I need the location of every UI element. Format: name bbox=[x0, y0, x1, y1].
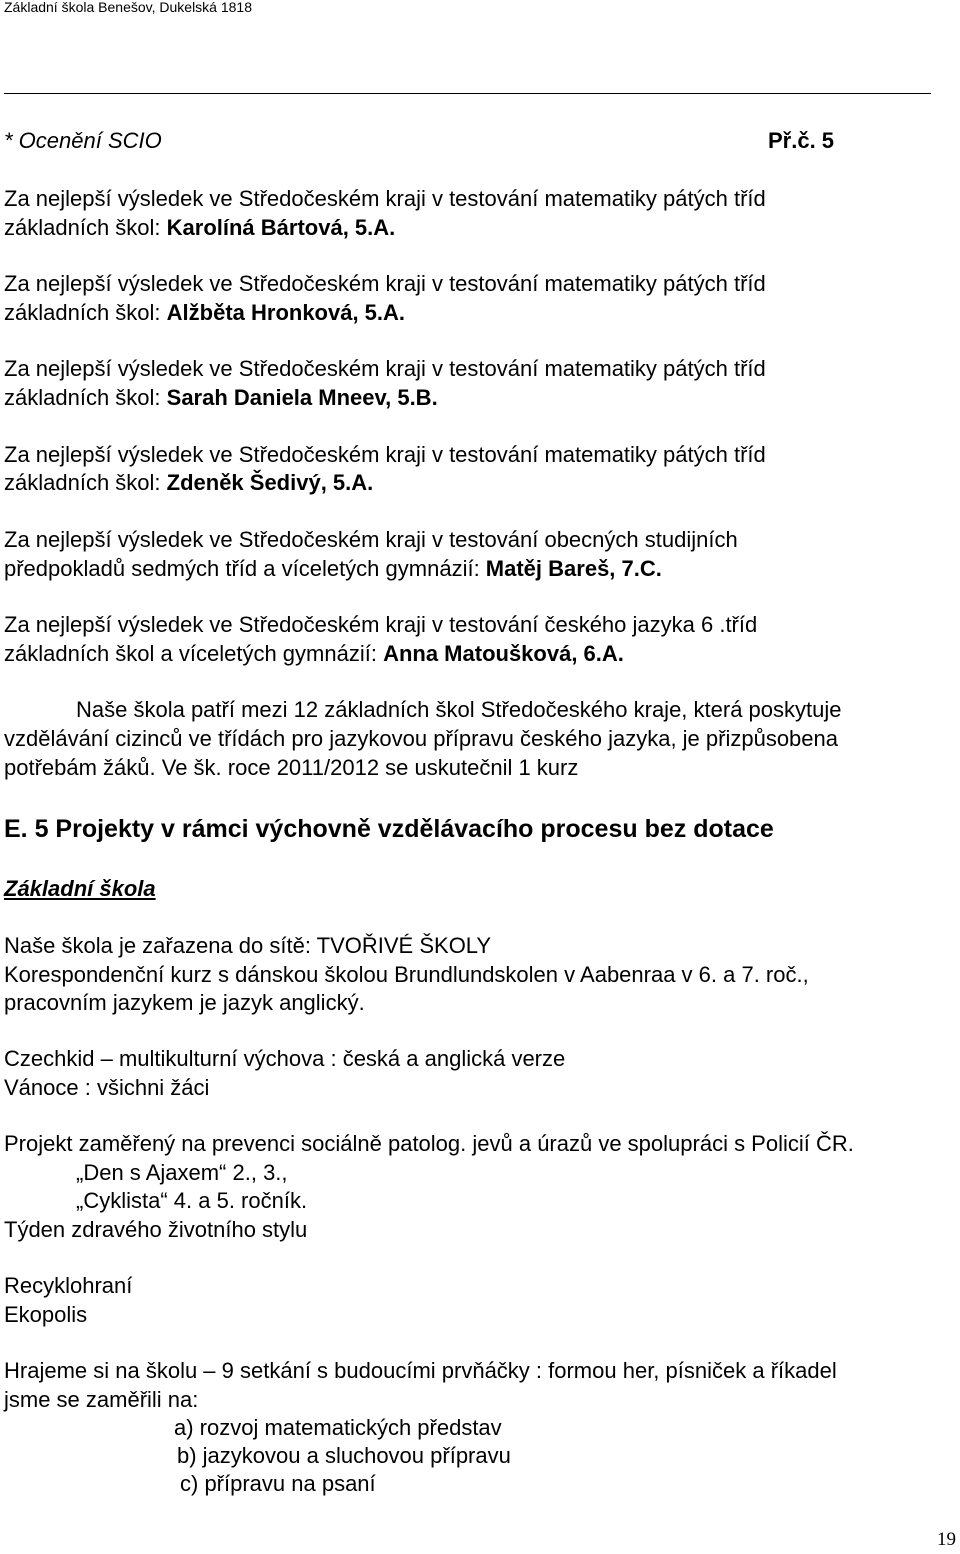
paragraph-line-1: Naše škola patří mezi 12 základních škol Středočeského kraje, která poskytuje bbox=[76, 697, 842, 722]
award-2-name: Alžběta Hronková, 5.A. bbox=[166, 300, 406, 325]
paragraph-line-2: vzdělávání cizinců ve třídách pro jazykovou přípravu českého jazyka, je přizpůsobena bbox=[4, 726, 839, 751]
list-item-b: b) jazykovou a sluchovou přípravu bbox=[177, 1443, 511, 1468]
award-5-name: Matěj Bareš, 7.C. bbox=[485, 556, 662, 581]
award-5-line1: Za nejlepší výsledek ve Středočeském kraji v testování obecných studijních bbox=[4, 527, 738, 552]
page-header: Základní škola Benešov, Dukelská 1818 bbox=[4, 0, 252, 15]
award-6-name: Anna Matoušková, 6.A. bbox=[383, 641, 624, 666]
project-line-focus: jsme se zaměřili na: bbox=[4, 1387, 199, 1412]
award-3-line2: základních škol: Sarah Daniela Mneev, 5.B. bbox=[4, 385, 438, 410]
award-6-line1: Za nejlepší výsledek ve Středočeském kraji v testování českého jazyka 6 .tříd bbox=[4, 612, 758, 637]
attachment-reference: Př.č. 5 bbox=[768, 128, 835, 153]
project-line-ekopolis: Ekopolis bbox=[4, 1302, 88, 1327]
project-line-czechkid: Czechkid – multikulturní výchova : česká a anglická verze bbox=[4, 1046, 566, 1071]
award-2-line1: Za nejlepší výsledek ve Středočeském kraji v testování matematiky pátých tříd bbox=[4, 271, 766, 296]
project-line-language: pracovním jazykem je jazyk anglický. bbox=[4, 990, 365, 1015]
project-line-cyklista: „Cyklista“ 4. a 5. ročník. bbox=[76, 1188, 308, 1213]
project-line-recyklohrani: Recyklohraní bbox=[4, 1273, 133, 1298]
page-number: 19 bbox=[937, 1529, 956, 1550]
project-line-school-play: Hrajeme si na školu – 9 setkání s budoucími prvňáčky : formou her, písniček a říkadel bbox=[4, 1358, 837, 1383]
award-4-line2: základních škol: Zdeněk Šedivý, 5.A. bbox=[4, 470, 374, 495]
award-5-line2: předpokladů sedmých tříd a víceletých gymnázií: Matěj Bareš, 7.C. bbox=[4, 556, 662, 581]
section-heading: E. 5 Projekty v rámci výchovně vzdělávacího procesu bez dotace bbox=[4, 815, 774, 843]
award-4-name: Zdeněk Šedivý, 5.A. bbox=[166, 470, 374, 495]
subsection-heading: Základní škola bbox=[4, 876, 156, 901]
award-1-line1: Za nejlepší výsledek ve Středočeském kraji v testování matematiky pátých tříd bbox=[4, 186, 766, 211]
paragraph-line-3: potřebám žáků. Ve šk. roce 2011/2012 se uskutečnil 1 kurz bbox=[4, 755, 579, 780]
project-line-healthy-week: Týden zdravého životního stylu bbox=[4, 1217, 308, 1242]
award-6-line2: základních škol a víceletých gymnázií: Anna Matoušková, 6.A. bbox=[4, 641, 624, 666]
project-line-correspondence: Korespondenční kurz s dánskou školou Brundlundskolen v Aabenraa v 6. a 7. roč., bbox=[4, 962, 809, 987]
award-4-line1: Za nejlepší výsledek ve Středočeském kraji v testování matematiky pátých tříd bbox=[4, 442, 766, 467]
list-item-c: c) přípravu na psaní bbox=[180, 1471, 376, 1496]
list-item-a: a) rozvoj matematických představ bbox=[174, 1415, 502, 1440]
award-1-name: Karolíná Bártová, 5.A. bbox=[166, 215, 396, 240]
project-line-network: Naše škola je zařazena do sítě: TVOŘIVÉ ŠKOLY bbox=[4, 933, 492, 958]
project-line-christmas: Vánoce : všichni žáci bbox=[4, 1075, 210, 1100]
project-line-prevention: Projekt zaměřený na prevenci sociálně patolog. jevů a úrazů ve spolupráci s Policií ČR. bbox=[4, 1131, 854, 1156]
award-1-line2: základních škol: Karolíná Bártová, 5.A. bbox=[4, 215, 396, 240]
award-2-line2: základních škol: Alžběta Hronková, 5.A. bbox=[4, 300, 406, 325]
awards-title: * Ocenění SCIO bbox=[4, 128, 162, 153]
award-3-line1: Za nejlepší výsledek ve Středočeském kraji v testování matematiky pátých tříd bbox=[4, 356, 766, 381]
project-line-ajax: „Den s Ajaxem“ 2., 3., bbox=[76, 1160, 288, 1185]
header-rule bbox=[4, 93, 931, 94]
award-3-name: Sarah Daniela Mneev, 5.B. bbox=[166, 385, 438, 410]
